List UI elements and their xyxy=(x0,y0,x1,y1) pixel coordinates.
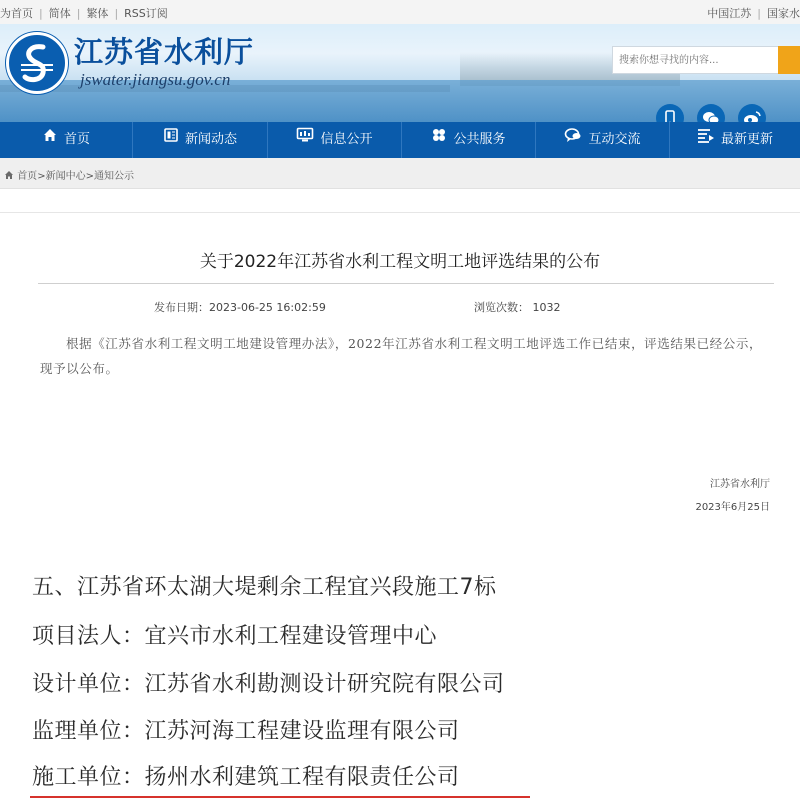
search-button[interactable] xyxy=(778,46,800,74)
nav-label: 新闻动态 xyxy=(184,132,237,147)
top-links-left xyxy=(0,5,168,21)
nav-label: 互动交流 xyxy=(588,132,641,147)
search-box xyxy=(612,46,800,74)
clip-line-construction-unit: 施工单位：扬州水利建筑工程有限责任公司 xyxy=(32,765,460,790)
chat-icon xyxy=(564,122,582,158)
divider: | xyxy=(76,7,81,20)
article-date: 2023年6月25日 xyxy=(695,502,770,513)
divider: | xyxy=(39,7,43,20)
nav-item-public-service[interactable] xyxy=(402,122,535,158)
rss-link[interactable]: RSS订阅 xyxy=(124,7,168,20)
nav-item-latest[interactable] xyxy=(670,122,800,158)
set-homepage-link[interactable]: 为首页 xyxy=(0,7,33,20)
wechat-icon[interactable] xyxy=(697,104,725,122)
header-banner xyxy=(0,24,800,122)
home-small-icon xyxy=(4,171,14,182)
divider: | xyxy=(114,7,119,20)
logo-emblem-icon[interactable] xyxy=(6,32,68,94)
publish-date: 发布日期：2023-06-25 16:02:59 xyxy=(154,301,326,314)
mobile-icon[interactable] xyxy=(656,104,684,122)
nav-label: 首页 xyxy=(63,132,90,147)
news-icon xyxy=(163,122,179,158)
simplified-link[interactable]: 简体 xyxy=(48,7,71,20)
nav-label: 公共服务 xyxy=(453,132,506,147)
breadcrumb-news-center[interactable]: 新闻中心 xyxy=(45,171,86,182)
clip-line-project-owner: 项目法人：宜兴市水利工程建设管理中心 xyxy=(32,624,438,649)
site-url: jswater.jiangsu.gov.cn xyxy=(80,70,231,89)
china-jiangsu-link[interactable]: 中国江苏 xyxy=(707,7,752,20)
clip-line-supervision-unit: 监理单位：江苏河海工程建设监理有限公司 xyxy=(32,719,460,744)
nav-item-interaction[interactable] xyxy=(536,122,669,158)
breadcrumb-home[interactable]: 首页 xyxy=(17,171,38,182)
main-nav xyxy=(0,122,800,158)
clip-line-design-unit: 设计单位：江苏省水利勘测设计研究院有限公司 xyxy=(32,672,505,697)
nav-label: 信息公开 xyxy=(320,132,373,147)
breadcrumb-notices[interactable]: 通知公示 xyxy=(93,171,134,182)
search-input[interactable] xyxy=(612,46,790,74)
site-title[interactable]: 江苏省水利厅 xyxy=(74,35,255,69)
view-count: 浏览次数： 1032 xyxy=(474,301,561,314)
nav-item-home[interactable] xyxy=(0,122,132,158)
weibo-icon[interactable] xyxy=(738,104,766,122)
article-signature: 江苏省水利厅 xyxy=(710,479,770,490)
monitor-icon xyxy=(296,122,314,158)
clip-line-heading: 五、江苏省环太湖大堤剩余工程宜兴段施工7标 xyxy=(32,575,497,600)
traditional-link[interactable]: 繁体 xyxy=(86,7,109,20)
national-water-link[interactable]: 国家水 xyxy=(767,7,800,20)
red-underline xyxy=(30,796,530,798)
nav-label: 最新更新 xyxy=(720,132,773,147)
breadcrumb-separator: > xyxy=(85,171,94,182)
divider: | xyxy=(757,7,761,20)
article-title: 关于2022年江苏省水利工程文明工地评选结果的公布 xyxy=(199,252,601,272)
grid-icon xyxy=(431,122,447,158)
top-links-right xyxy=(707,5,800,21)
title-divider xyxy=(38,283,774,284)
breadcrumb-separator: > xyxy=(37,171,46,182)
article xyxy=(0,212,800,531)
nav-item-news[interactable] xyxy=(133,122,267,158)
article-body: 根据《江苏省水利工程文明工地建设管理办法》，2022年江苏省水利工程文明工地评选工作已结束，评选结果已经公示，现予以公布。 xyxy=(40,336,763,376)
home-icon xyxy=(42,122,58,158)
list-icon xyxy=(697,122,715,158)
breadcrumb xyxy=(0,158,800,189)
nav-item-info-disclosure[interactable] xyxy=(268,122,401,158)
top-utility-bar xyxy=(0,0,800,25)
